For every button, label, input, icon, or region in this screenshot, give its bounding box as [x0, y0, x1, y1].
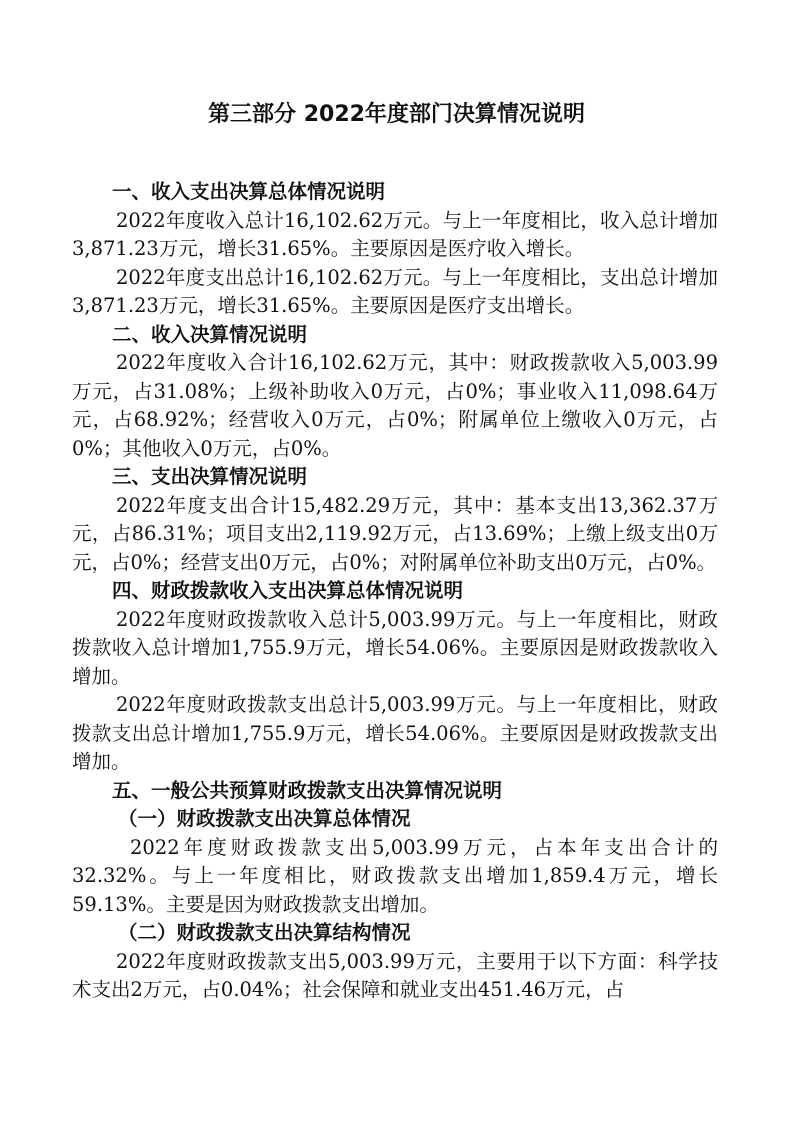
paragraph: 2022年度财政拨款支出5,003.99万元，主要用于以下方面：科学技术支出2万元，占0.04%；社会保障和就业支出451.46万元，占 [72, 949, 718, 1001]
paragraph: 2022年度支出合计15,482.29万元，其中：基本支出13,362.37万元，占86.31%；项目支出2,119.92万元，占13.69%；上缴上级支出0万元，占0%；经营支出0万元，占0%；对附属单位补助支出0万元，占0%。 [72, 493, 718, 574]
section-heading: 三、支出决算情况说明 [112, 465, 308, 488]
page-title: 第三部分 2022年度部门决算情况说明 [208, 102, 585, 127]
section-heading: 五、一般公共预算财政拨款支出决算情况说明 [112, 778, 503, 802]
document-body [72, 178, 718, 1005]
paragraph: 2022年度财政拨款支出总计5,003.99万元。与上一年度相比，财政拨款支出总计增加1,755.9万元，增长54.06%。主要原因是财政拨款支出增加。 [72, 693, 718, 773]
paragraph: 2022年度支出总计16,102.62万元。与上一年度相比，支出总计增加3,871.23万元，增长31.65%。主要原因是医疗支出增长。 [72, 265, 718, 317]
paragraph: 2022年度财政拨款支出5,003.99万元，占本年支出合计的32.32%。与上一年度相比，财政拨款支出增加1,859.4万元，增长59.13%。主要是因为财政拨款支出增加。 [72, 835, 718, 916]
section-heading: 一、收入支出决算总体情况说明 [112, 180, 386, 203]
subsection-heading: （一）财政拨款支出决算总体情况 [118, 807, 411, 830]
paragraph: 2022年度收入总计16,102.62万元。与上一年度相比，收入总计增加3,871.23万元，增长31.65%。主要原因是医疗收入增长。 [72, 208, 718, 260]
paragraph: 2022年度财政拨款收入总计5,003.99万元。与上一年度相比，财政拨款收入总计增加1,755.9万元，增长54.06%。主要原因是财政拨款收入增加。 [72, 607, 718, 688]
section-heading: 二、收入决算情况说明 [112, 322, 308, 346]
paragraph: 2022年度收入合计16,102.62万元，其中：财政拨款收入5,003.99万元，占31.08%；上级补助收入0万元，占0%；事业收入11,098.64万元，占68.92%；经营收入0万元，占0%；附属单位上缴收入0万元，占0%；其他收入0万元，占0%。 [72, 351, 718, 460]
section-heading: 四、财政拨款收入支出决算总体情况说明 [112, 579, 464, 602]
subsection-heading: （二）财政拨款支出决算结构情况 [118, 921, 411, 944]
